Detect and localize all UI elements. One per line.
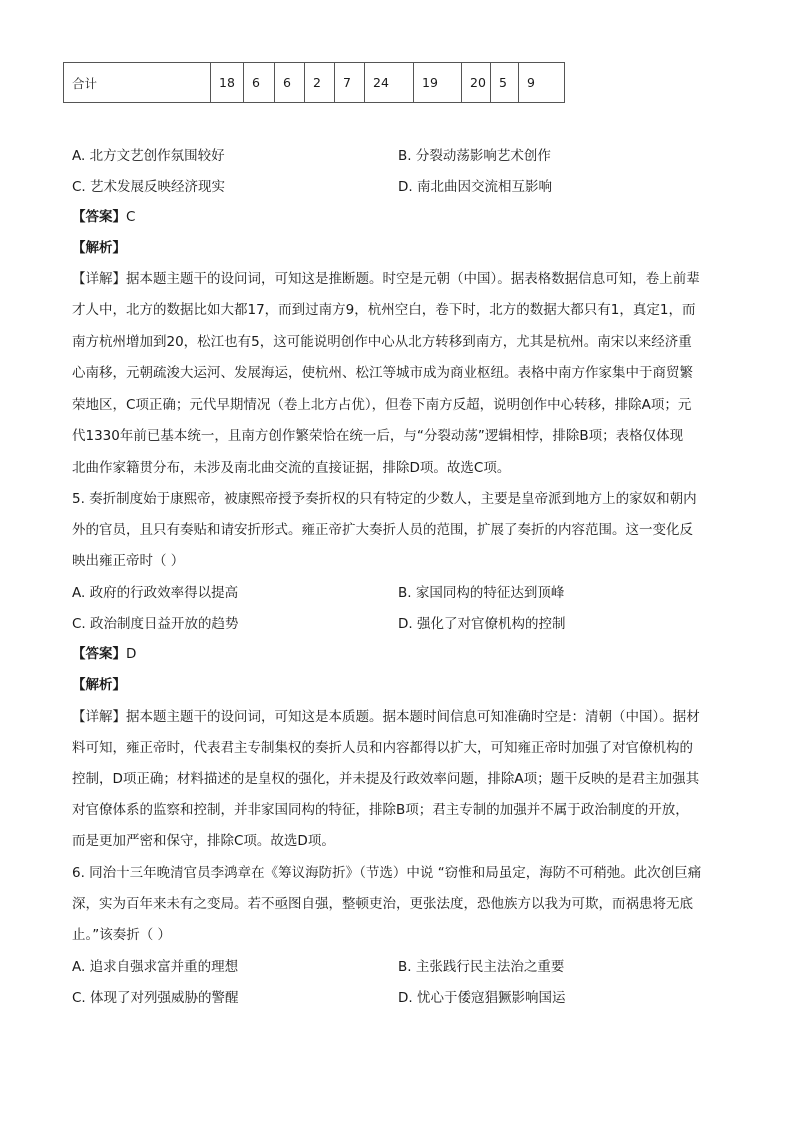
table-cell: 24 — [365, 63, 414, 103]
q6-stem-line: 止。”该奏折（ ） — [72, 927, 172, 943]
q4-detail-line: 南方杭州增加到20，松江也有5，这可能说明创作中心从北方转移到南方，尤其是杭州。南宋以来经济重 — [72, 334, 692, 350]
q5-option-a: A. 政府的行政效率得以提高 — [72, 585, 239, 601]
q6-option-d: D. 忧心于倭寇猖獗影响国运 — [398, 990, 566, 1006]
q4-detail-line: 心南移，元朝疏浚大运河、发展海运，使杭州、松江等城市成为商业枢纽。表格中南方作家集中于商贸繁 — [72, 365, 693, 381]
q6-option-b: B. 主张践行民主法治之重要 — [398, 959, 565, 975]
q4-detail-line: 北曲作家籍贯分布，未涉及南北曲交流的直接证据，排除D项。故选C项。 — [72, 460, 511, 476]
q6-option-c: C. 体现了对列强威胁的警醒 — [72, 990, 239, 1006]
q4-option-c: C. 艺术发展反映经济现实 — [72, 179, 226, 195]
table-cell: 20 — [462, 63, 491, 103]
q5-analysis-label: 【解析】 — [72, 677, 126, 693]
q5-stem-line: 5. 奏折制度始于康熙帝，被康熙帝授予奏折权的只有特定的少数人，主要是皇帝派到地方上的家奴和朝内 — [72, 491, 697, 507]
q6-stem-line: 深，实为百年来未有之变局。若不亟图自强，整顿吏治，更张法度，恐他族方以我为可欺，而祸患将无底 — [72, 896, 693, 912]
table-cell-label: 合计 — [64, 63, 211, 103]
q4-detail-line: 才人中，北方的数据比如大都17，而到过南方9，杭州空白，卷下时，北方的数据大都只有1，真定1，而 — [72, 302, 696, 318]
table-cell: 2 — [305, 63, 335, 103]
table-cell: 18 — [211, 63, 244, 103]
q4-detail-line: 代1330年前已基本统一，且南方创作繁荣恰在统一后，与“分裂动荡”逻辑相悖，排除B项；表格仅体现 — [72, 428, 684, 444]
q4-option-b: B. 分裂动荡影响艺术创作 — [398, 148, 551, 164]
q5-option-c: C. 政治制度日益开放的趋势 — [72, 616, 239, 632]
answer-label: 【答案】 — [72, 209, 126, 225]
q5-detail-line: 控制，D项正确；材料描述的是皇权的强化，并未提及行政效率问题，排除A项；题干反映的是君主加强其 — [72, 771, 700, 787]
summary-table — [63, 62, 565, 103]
table-cell: 6 — [275, 63, 305, 103]
q4-answer — [72, 205, 135, 225]
q5-detail-line: 料可知，雍正帝时，代表君主专制集权的奏折人员和内容都得以扩大，可知雍正帝时加强了对官僚机构的 — [72, 740, 693, 756]
q4-analysis-label: 【解析】 — [72, 240, 126, 256]
table-cell: 7 — [335, 63, 365, 103]
table-cell: 9 — [519, 63, 565, 103]
answer-value: C — [126, 209, 136, 225]
q4-option-d: D. 南北曲因交流相互影响 — [398, 179, 552, 195]
q5-detail-line: 【详解】据本题主题干的设问词，可知这是本质题。据本题时间信息可知准确时空是：清朝（中国）。据材 — [72, 709, 700, 725]
answer-value: D — [126, 646, 137, 662]
table-row — [64, 63, 565, 103]
answer-label: 【答案】 — [72, 646, 126, 662]
q6-option-a: A. 追求自强求富并重的理想 — [72, 959, 239, 975]
q5-detail-line: 而是更加严密和保守，排除C项。故选D项。 — [72, 833, 335, 849]
table-cell: 5 — [491, 63, 519, 103]
table-cell: 6 — [244, 63, 275, 103]
q4-detail-line: 【详解】据本题主题干的设问词，可知这是推断题。时空是元朝（中国）。据表格数据信息可知，卷上前辈 — [72, 271, 700, 287]
q4-detail-line: 荣地区，C项正确；元代早期情况（卷上北方占优），但卷下南方反超，说明创作中心转移，排除A项；元 — [72, 397, 692, 413]
q5-answer — [72, 642, 136, 662]
q6-stem-line: 6. 同治十三年晚清官员李鸿章在《筹议海防折》（节选）中说 “窃惟和局虽定，海防不可稍弛。此次创巨痛 — [72, 865, 702, 881]
q4-option-a: A. 北方文艺创作氛围较好 — [72, 148, 225, 164]
q5-option-b: B. 家国同构的特征达到顶峰 — [398, 585, 565, 601]
table-cell: 19 — [414, 63, 462, 103]
q5-option-d: D. 强化了对官僚机构的控制 — [398, 616, 566, 632]
q5-detail-line: 对官僚体系的监察和控制，并非家国同构的特征，排除B项；君主专制的加强并不属于政治制度的开放， — [72, 802, 689, 818]
q5-stem-line: 外的官员，且只有奏贴和请安折形式。雍正帝扩大奏折人员的范围，扩展了奏折的内容范围。这一变化反 — [72, 522, 693, 538]
q5-stem-line: 映出雍正帝时（ ） — [72, 553, 185, 569]
